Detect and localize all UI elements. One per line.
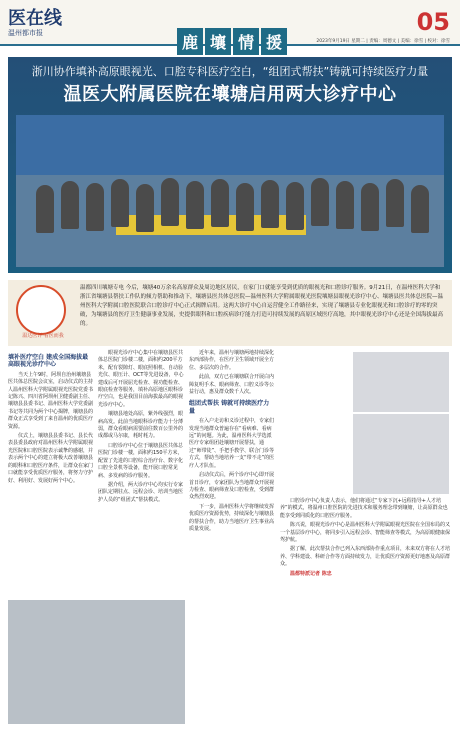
paragraph: 近年来，温州与壤塘两地持续深化东西部协作，在医疗卫生领域开展全方位、多层次的合作。	[189, 350, 275, 371]
hero-subtitle: 浙川协作填补高原眼视光、口腔专科医疗空白，“组团式帮扶”铸就可持续医疗力量	[31, 65, 429, 78]
section-tag	[177, 28, 289, 55]
paragraph: 眼视光诊疗中心集中在壤塘县医共体总医院门诊楼二楼，面积约200平方米，配有裂隙灯、眼底照相机、自动验光仪、眼压计、OCT等先进设备，中心建成后可开展屈光检查、视功能检查、眼底检查等服务，填补高原地区眼科诊疗空白，也是我国目前海拔最高的眼视光诊疗中心。	[98, 350, 184, 408]
paragraph: 口腔诊疗中心负责人表示，他们将通过“专家下沉+远程指导+人才培养”的模式，将温州口腔医院的先进技术和服务理念带到壤塘，让高原群众也能享受到同质化的口腔医疗服务。	[280, 498, 448, 519]
logo-caption: 温达医评·看医而我	[22, 333, 64, 339]
page-meta: 2023年9月19日 星期二 | 责编：周德文 | 美编：徐雪 | 校对：徐雪	[316, 39, 450, 44]
hero-banner	[8, 57, 452, 273]
paragraph: 据了解，此次帮扶合作已列入东西部协作重点项目，未来双方将在人才培养、学科建设、科研合作等方面持续发力，让优质医疗资源更好地惠及高原群众。	[280, 546, 451, 568]
column-3	[189, 350, 275, 535]
column-2	[98, 350, 184, 506]
paragraph: 仪式上，壤塘县县委书记、县长代表县委县政府对温州医科大学附属眼视光医院和口腔医院表示诚挚的感谢，并表示两个中心的建立将极大改善壤塘县的眼科和口腔医疗条件，让群众在家门口就能享受优质医疗服务，将努力守护好、利用好、发展好两个中心。	[8, 433, 94, 484]
paragraph: 此前，双方已在壤塘联合开展白内障复明手术、眼病筛查、口腔义诊等公益行动，惠及群众数千人次。	[189, 374, 275, 396]
logo-icon	[16, 285, 66, 335]
paragraph: 壤塘县地处高原，紫外线强烈，眼病高发。此前当地眼科诊疗能力十分薄弱，群众看眼病需要前往数百公里外的成都或马尔康，耗时耗力。	[98, 411, 184, 440]
side-photo	[353, 414, 449, 494]
paragraph: 据介绍，两大诊疗中心均实行专家团队定期驻点、远程会诊、培训当地医护人员的“组团式”帮扶模式。	[98, 481, 184, 503]
lead-box	[8, 280, 452, 346]
brand	[8, 10, 62, 38]
photo-backdrop	[16, 115, 444, 175]
page-header	[0, 0, 460, 52]
bottom-photo	[8, 600, 185, 724]
column-3-subhead: 组团式帮扶 铸就可持续医疗力量	[189, 400, 270, 415]
lead-text: 温都四川壤塘专电 今后，壤塘40万余名高原群众及周边地区居民，在家门口就能享受到优质的眼视光和口腔诊疗服务。9月21日，在温州医科大学和浙江省壤塘县帮扶工作队的倾力帮助和推动下，壤塘县医共体总医院—温州医科大学附属眼视光医院壤塘县眼视光诊疗中心、壤塘县医共体总医院—温州医科大学附属口腔医院联合口腔诊疗中心正式揭牌启用。这两大诊疗中心自运营健全工作路径来，实现了壤塘县专业化眼视光和口腔诊疗的零的突破，为壤塘县的医疗卫生健康事业发展，史提供眼科和口腔疾病诊疗能力打造可持续发展的高原区域医疗高地，其中眼视光诊疗中心还是全国海拔最高的。	[80, 285, 444, 327]
section-char: 鹿	[177, 28, 203, 55]
paragraph: 当天上午9时，阿坝自治州壤塘县医共体总医院会议室，启动仪式的主持人温州医科大学附属眼视光医院党委书记陈兴、四川省阿坝州卫健委副主任、壤塘县县委书记、温州医科大学党委副书记等共同为两个中心揭牌，壤塘县的群众正式享受到了来自温州的优质医疗资源。	[8, 371, 94, 430]
section-char: 情	[233, 28, 259, 55]
paragraph: 口腔诊疗中心位于壤塘县医共体总医院门诊楼一楼，面积约150平方米，配置了先进的口腔综合治疗台、数字化口腔全景机等设备，能开展口腔常见病、多发病的诊疗服务。	[98, 442, 184, 479]
hero-photo	[16, 115, 444, 267]
brand-subtitle: 温州都市报	[8, 29, 43, 37]
hero-title: 温医大附属医院在壤塘启用两大诊疗中心	[63, 84, 397, 105]
column-4	[280, 498, 450, 580]
paragraph: 陈兴说，眼视光诊疗中心是温州医科大学附属眼视光医院在全国布局的又一个基层诊疗中心，将同步引入远程会诊、智能筛查等模式，为高原眼健康保驾护航。	[280, 522, 451, 544]
side-photo	[353, 352, 449, 412]
column-1	[8, 350, 94, 487]
paragraph: 启动仪式后，两个诊疗中心即开展首日诊疗，专家团队为当地群众开展视力检查、眼病筛查及口腔检查，受到群众热烈欢迎。	[189, 472, 275, 501]
column-1-subhead: 填补医疗空白 建成全国海拔最高眼视光诊疗中心	[8, 354, 89, 369]
section-char: 壤	[205, 28, 231, 55]
paragraph: 下一步，温州医科大学将继续发挥优质医疗资源优势，持续深化与壤塘县的帮扶合作，助力当地医疗卫生事业高质量发展。	[189, 503, 275, 532]
page-number: 05	[416, 8, 450, 36]
section-char: 援	[261, 28, 287, 55]
brand-title: 医在线	[8, 8, 62, 29]
byline: 温都特派记者 陈忠	[290, 570, 332, 577]
paragraph: 在入户走访和义诊过程中，专家们发现当地群众普遍存在“看病难、看病远”的问题。为此，温州医科大学选派医疗专家组团赴壤塘开展帮扶，通过“师带徒”、手把手教学、联合门诊等方式，帮助当地培养一支“带不走”的医疗人才队伍。	[189, 418, 275, 469]
